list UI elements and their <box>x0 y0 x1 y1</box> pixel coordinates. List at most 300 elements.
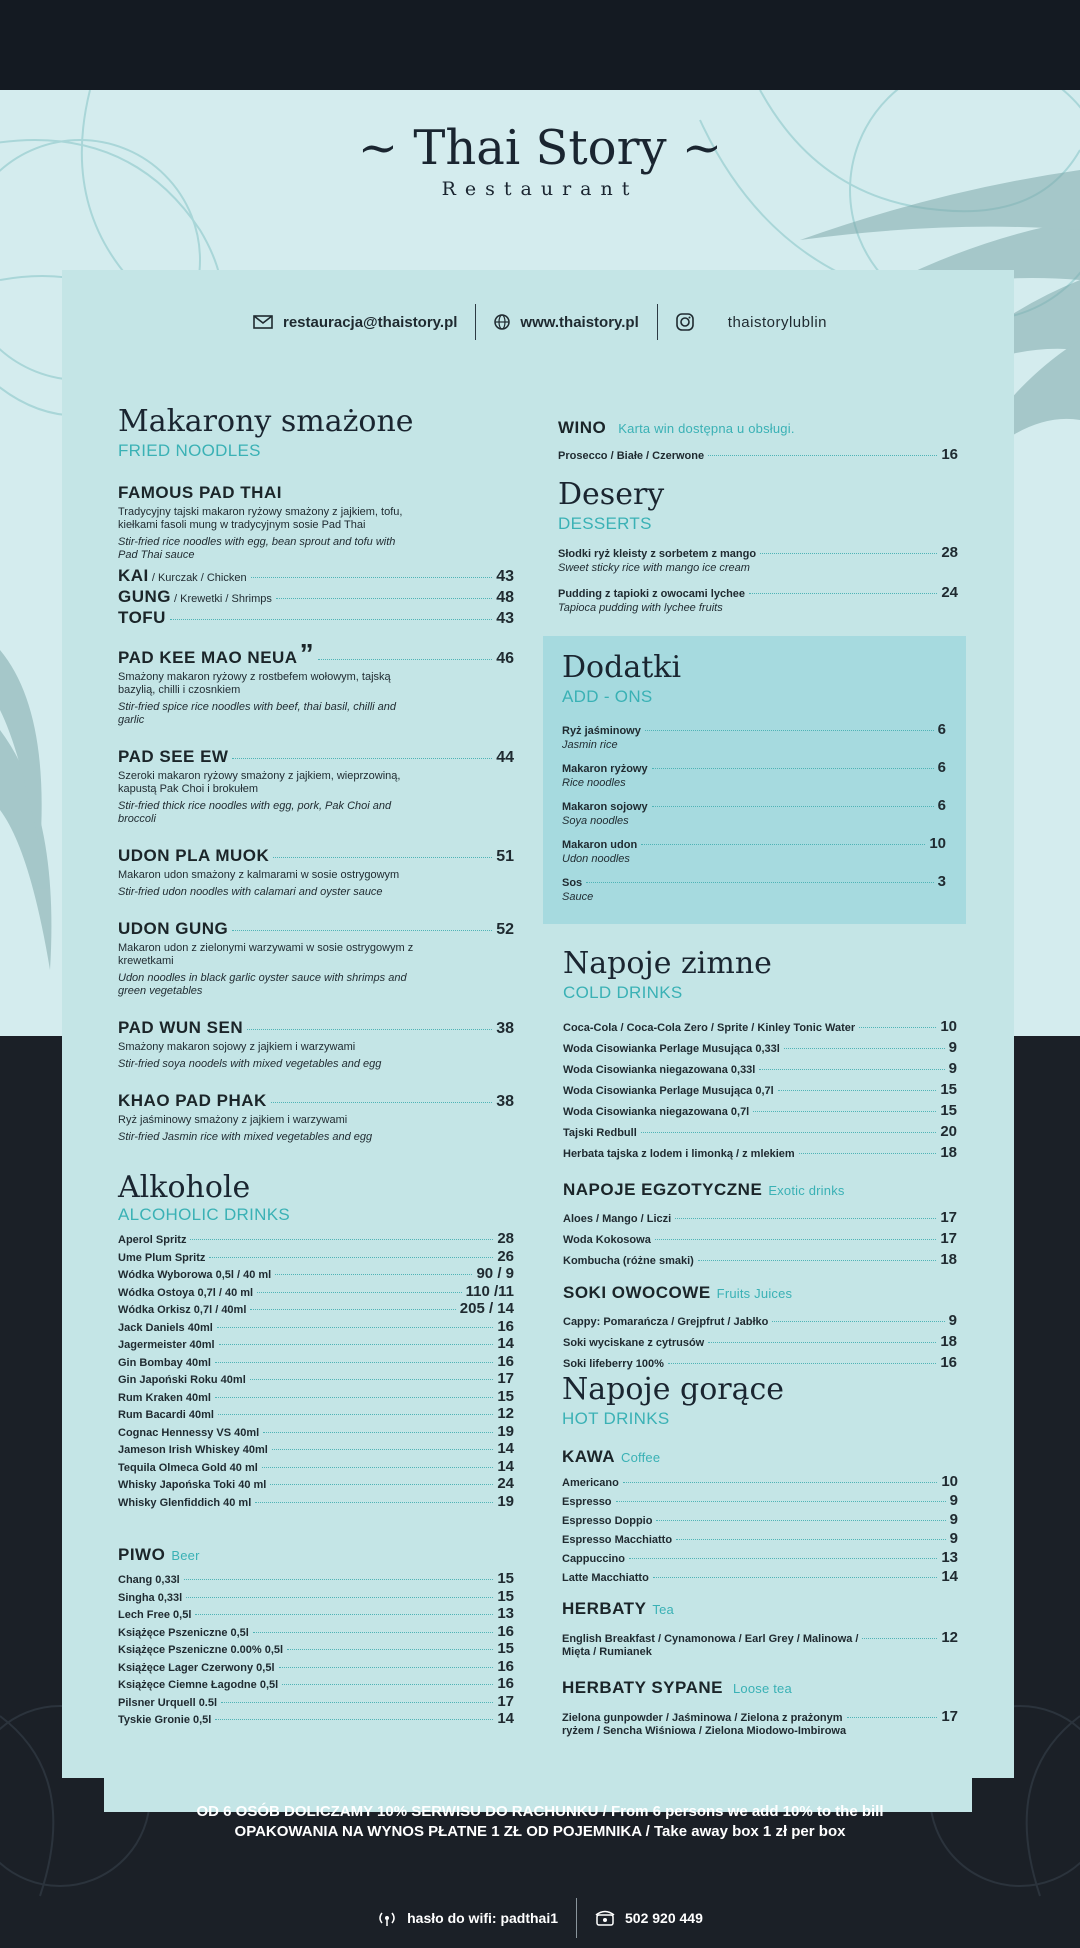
item-price: 16 <box>497 1622 514 1640</box>
dish-desc-en: Stir-fried soya noodels with mixed vegetables and egg <box>118 1058 382 1070</box>
addons-title-en: ADD - ONS <box>562 687 653 706</box>
variant-name: KAI <box>118 566 149 585</box>
addon-sub: Soya noodles <box>562 815 629 827</box>
dish-desc-pl: Szeroki makaron ryżowy smażony z jajkiem, wieprzowiną, kapustą Pak Choi i brokułem <box>118 770 401 795</box>
restaurant-name: ~ Thai Story ~ <box>357 120 723 176</box>
item-price: 10 <box>941 1473 958 1490</box>
footer-notes <box>0 1802 1080 1842</box>
item-price: 10 <box>929 835 946 852</box>
item-price: 9 <box>949 1511 958 1528</box>
leader-dots <box>641 1132 937 1133</box>
leader-dots <box>586 882 933 883</box>
wine-title <box>558 418 958 438</box>
restaurant-subtitle: Restaurant <box>441 178 639 200</box>
item-price: 24 <box>497 1475 514 1492</box>
exotic-list <box>563 1208 957 1271</box>
alcohol-row <box>118 1336 514 1354</box>
alcohol-title-en: ALCOHOLIC DRINKS <box>118 1205 291 1224</box>
coffee-row <box>562 1530 958 1549</box>
item-name: Makaron udon <box>562 839 638 851</box>
item-price: 90 / 9 <box>476 1265 514 1282</box>
dish-desc-en: Stir-fried udon noodles with calamari and oyster sauce <box>118 886 383 898</box>
dish-name: PAD KEE MAO NEUA” <box>118 638 315 669</box>
juice-row <box>563 1353 957 1374</box>
leader-dots <box>287 1649 493 1650</box>
item-name: Wódka Orkisz 0,7l / 40ml <box>118 1304 247 1316</box>
coffee-title <box>562 1447 958 1467</box>
dessert-row <box>558 544 958 561</box>
leader-dots <box>255 1502 493 1503</box>
leader-dots <box>708 1342 936 1343</box>
item-price: 17 <box>940 1209 957 1226</box>
cold-drink-row <box>563 1122 957 1143</box>
dish-header <box>118 747 514 767</box>
tea-row-line2: Mięta / Rumianek <box>562 1646 652 1658</box>
item-price: 12 <box>497 1405 514 1422</box>
leader-dots <box>272 1449 494 1450</box>
loose-tea-title <box>562 1678 958 1698</box>
beer-row <box>118 1606 514 1624</box>
variant-price: 43 <box>496 568 514 585</box>
variant-name: GUNG <box>118 587 171 606</box>
item-price: 6 <box>937 797 946 814</box>
item-price: 20 <box>940 1123 957 1140</box>
item-price: 9 <box>949 1492 958 1509</box>
item-price: 18 <box>940 1144 957 1161</box>
alcohol-row <box>118 1319 514 1337</box>
dessert-sub: Sweet sticky rice with mango ice cream <box>558 562 750 574</box>
item-price: 16 <box>497 1352 514 1370</box>
item-price: 17 <box>497 1692 514 1710</box>
instagram-text: thaistorylublin <box>727 313 827 331</box>
dessert-list <box>558 544 958 614</box>
juices-title-en: Fruits Juices <box>716 1286 793 1301</box>
item-price: 9 <box>949 1530 958 1547</box>
cold-list <box>563 1017 957 1164</box>
beer-row <box>118 1676 514 1694</box>
leader-dots <box>676 1539 946 1540</box>
globe-icon <box>494 314 510 330</box>
item-name: Woda Cisowianka niegazowana 0,7l <box>563 1106 750 1118</box>
loose-title-pl: HERBATY SYPANE <box>562 1678 723 1697</box>
dish-desc-pl: Smażony makaron ryżowy z rostbefem wołowym, tajską bazylią, chilli i czosnkiem <box>118 671 391 696</box>
dish-desc-pl: Makaron udon z zielonymi warzywami w sosie ostrygowym z krewetkami <box>118 942 414 967</box>
beer-title-pl: PIWO <box>118 1545 166 1564</box>
leader-dots <box>629 1558 937 1559</box>
addon-sub: Udon noodles <box>562 853 630 865</box>
footer-contact <box>0 1898 1080 1938</box>
item-name: Soki lifeberry 100% <box>563 1358 664 1370</box>
website-contact[interactable] <box>476 314 656 331</box>
noodles-title: Makarony smażone <box>118 404 414 439</box>
hot-drinks-section <box>562 1372 958 1737</box>
leader-dots <box>652 806 934 807</box>
item-name: Ryż jaśminowy <box>562 725 641 737</box>
beer-row <box>118 1711 514 1729</box>
item-price: 14 <box>941 1568 958 1585</box>
leader-dots <box>279 1667 494 1668</box>
leader-dots <box>616 1501 946 1502</box>
loose-row-price: 17 <box>941 1708 958 1725</box>
alcohol-row <box>118 1441 514 1459</box>
dish-name: UDON GUNG <box>118 919 229 938</box>
leader-dots <box>215 1362 493 1363</box>
noodles-title-en: FRIED NOODLES <box>118 441 261 460</box>
item-price: 14 <box>497 1710 514 1727</box>
leader-dots <box>799 1153 937 1154</box>
dish-header <box>118 919 514 939</box>
item-price: 6 <box>937 721 946 738</box>
tea-title-pl: HERBATY <box>562 1599 647 1618</box>
dish-header <box>118 638 514 669</box>
dish-name: FAMOUS PAD THAI <box>118 483 282 502</box>
loose-row-name: Zielona gunpowder / Jaśminowa / Zielona z prażonym <box>562 1712 843 1724</box>
item-price: 3 <box>937 873 946 890</box>
leader-dots <box>270 1484 493 1485</box>
beer-row <box>118 1641 514 1659</box>
alcohol-row <box>118 1249 514 1267</box>
item-name: Cognac Hennessy VS 40ml <box>118 1426 260 1439</box>
leader-dots <box>232 930 492 931</box>
alcohol-row <box>118 1389 514 1407</box>
leader-dots <box>282 1684 493 1685</box>
juices-title-pl: SOKI OWOCOWE <box>563 1283 711 1302</box>
alcohol-row <box>118 1494 514 1512</box>
coffee-row <box>562 1549 958 1568</box>
item-name: Americano <box>562 1477 619 1489</box>
item-price: 15 <box>497 1640 514 1657</box>
coffee-row <box>562 1473 958 1492</box>
item-name: Whisky Japońska Toki 40 ml <box>118 1479 267 1491</box>
exotic-drink-row <box>563 1250 957 1271</box>
coffee-title-pl: KAWA <box>562 1447 615 1466</box>
dish-desc-pl: Ryż jaśminowy smażony z jajkiem i warzywami <box>118 1114 348 1126</box>
contact-bar <box>200 300 880 344</box>
item-name: Espresso Doppio <box>562 1515 653 1527</box>
item-name: Makaron sojowy <box>562 801 648 813</box>
addon-item <box>562 759 946 789</box>
item-name: Espresso Macchiatto <box>562 1534 673 1546</box>
item-price: 9 <box>948 1060 957 1077</box>
beer-row <box>118 1624 514 1642</box>
wine-row <box>558 446 958 463</box>
leader-dots <box>760 553 937 554</box>
item-price: 15 <box>497 1570 514 1587</box>
top-bar <box>0 0 1080 90</box>
leader-dots <box>847 1717 938 1718</box>
alcohol-row <box>118 1354 514 1372</box>
tea-title-en: Tea <box>652 1602 674 1617</box>
dessert-item <box>558 584 958 614</box>
loose-tea-row <box>562 1708 958 1725</box>
addons-list <box>562 721 946 903</box>
email-contact[interactable] <box>235 314 475 331</box>
item-name: Słodki ryż kleisty z sorbetem z mango <box>558 548 757 560</box>
alcohol-row <box>118 1301 514 1319</box>
dessert-row <box>558 584 958 601</box>
item-name: Whisky Glenfiddich 40 ml <box>118 1496 252 1509</box>
item-price: 15 <box>940 1081 957 1098</box>
item-name: Sos <box>562 877 583 889</box>
leader-dots <box>656 1520 945 1521</box>
item-name: Pudding z tapioki z owocami lychee <box>558 588 746 600</box>
item-price: 14 <box>497 1457 514 1475</box>
leader-dots <box>215 1397 493 1398</box>
item-price: 17 <box>940 1230 957 1247</box>
beer-row <box>118 1571 514 1589</box>
coffee-row <box>562 1511 958 1530</box>
phone-text: 502 920 449 <box>625 1910 703 1926</box>
variant-sub: / Kurczak / Chicken <box>148 572 247 584</box>
dessert-item <box>558 544 958 574</box>
dish-name: KHAO PAD PHAK <box>118 1091 267 1110</box>
item-name: Gin Japoński Roku 40ml <box>118 1374 246 1386</box>
beer-row <box>118 1659 514 1677</box>
item-price: 24 <box>941 584 958 601</box>
beer-title-en: Beer <box>171 1548 200 1563</box>
cold-drink-row <box>563 1143 957 1164</box>
dish-price: 46 <box>496 650 514 667</box>
item-name: Jagermeister 40ml <box>118 1339 215 1351</box>
alcohol-row <box>118 1371 514 1389</box>
dish-name: UDON PLA MUOK <box>118 846 270 865</box>
item-name: Cappuccino <box>562 1553 625 1565</box>
noodle-dishes <box>118 638 514 1144</box>
item-price: 6 <box>937 759 946 776</box>
tea-row <box>562 1629 958 1646</box>
leader-dots <box>209 1257 493 1258</box>
desserts-title: Desery <box>558 477 665 512</box>
item-price: 15 <box>940 1102 957 1119</box>
addon-item <box>562 873 946 903</box>
dish-name: PAD WUN SEN <box>118 1018 244 1037</box>
wifi-info <box>359 1910 576 1926</box>
hot-title-en: HOT DRINKS <box>562 1409 670 1428</box>
leader-dots <box>250 1309 455 1310</box>
dish-header <box>118 846 514 866</box>
item-price: 17 <box>497 1370 514 1387</box>
dish-desc-en: Stir-fried rice noodles with egg, bean sprout and tofu with Pad Thai sauce <box>118 536 396 561</box>
item-price: 9 <box>948 1312 957 1329</box>
alcohol-row <box>118 1424 514 1442</box>
item-name: Wódka Ostoya 0,7l / 40 ml <box>118 1286 254 1299</box>
tea-row-name: English Breakfast / Cynamonowa / Earl Grey / Malinowa / <box>562 1633 859 1645</box>
leader-dots <box>275 1274 472 1275</box>
noodle-dish <box>118 747 514 826</box>
instagram-contact[interactable] <box>658 313 845 331</box>
item-price: 13 <box>941 1549 958 1566</box>
addon-row <box>562 873 946 890</box>
leader-dots <box>251 577 493 578</box>
item-name: Woda Cisowianka Perlage Musująca 0,33l <box>563 1043 780 1055</box>
addons-section <box>562 650 946 903</box>
variant-label <box>118 566 247 586</box>
dish-desc-en: Stir-fried Jasmin rice with mixed vegetables and egg <box>118 1131 373 1143</box>
right-column <box>558 418 958 614</box>
dish-desc-en: Udon noodles in black garlic oyster sauce with shrimps and green vegetables <box>118 972 407 997</box>
item-price: 9 <box>948 1039 957 1056</box>
item-price: 28 <box>941 544 958 561</box>
addon-sub: Sauce <box>562 891 594 903</box>
leader-dots <box>263 1432 493 1433</box>
item-name: Woda Cisowianka niegazowana 0,33l <box>563 1064 756 1076</box>
item-price: 26 <box>497 1247 514 1265</box>
alcohol-list <box>118 1231 514 1511</box>
dish-header <box>118 1018 514 1038</box>
pad-thai-variant <box>118 566 514 586</box>
dish-price: 38 <box>496 1020 514 1037</box>
item-name: Gin Bombay 40ml <box>118 1356 211 1369</box>
takeaway-note: OPAKOWANIA NA WYNOS PŁATNE 1 ZŁ OD POJEMNIKA / Take away box 1 zł per box <box>234 1823 846 1840</box>
desserts-section <box>558 477 958 614</box>
item-name: Rum Kraken 40ml <box>118 1391 211 1404</box>
leader-dots <box>623 1482 937 1483</box>
beer-section <box>118 1545 514 1729</box>
leader-dots <box>184 1579 494 1580</box>
noodle-dish <box>118 919 514 998</box>
item-name: Książęce Pszeniczne 0.00% 0,5l <box>118 1644 284 1656</box>
item-name: Latte Macchiatto <box>562 1572 649 1584</box>
item-price: 16 <box>497 1317 514 1335</box>
item-name: Pilsner Urquell 0.5l <box>118 1696 218 1709</box>
envelope-icon <box>253 315 273 329</box>
item-price: 15 <box>497 1387 514 1405</box>
item-name: Tequila Olmeca Gold 40 ml <box>118 1461 258 1474</box>
coffee-row <box>562 1568 958 1587</box>
alcohol-row <box>118 1231 514 1249</box>
item-name: Aloes / Mango / Liczi <box>563 1213 672 1225</box>
addon-row <box>562 721 946 738</box>
item-name: Woda Kokosowa <box>563 1234 651 1246</box>
wine-note: Karta win dostępna u obsługi. <box>618 421 795 436</box>
leader-dots <box>215 1719 493 1720</box>
leader-dots <box>221 1702 493 1703</box>
famous-pad-thai <box>118 483 514 628</box>
variant-label <box>118 608 166 628</box>
item-price: 15 <box>497 1587 514 1605</box>
item-name: Książęce Ciemne Łagodne 0,5l <box>118 1679 279 1691</box>
beer-row <box>118 1694 514 1712</box>
item-name: Aperol Spritz <box>118 1234 187 1246</box>
item-name: Tajski Redbull <box>563 1127 637 1139</box>
alcohol-row <box>118 1459 514 1477</box>
item-price: 28 <box>497 1230 514 1247</box>
juice-row <box>563 1311 957 1332</box>
service-note: OD 6 OSÓB DOLICZAMY 10% SERWISU DO RACHUNKU / From 6 persons we add 10% to the bill <box>196 1803 884 1820</box>
item-name: Jameson Irish Whiskey 40ml <box>118 1444 268 1456</box>
addon-sub: Jasmin rice <box>562 739 618 751</box>
addon-row <box>562 797 946 814</box>
leader-dots <box>195 1614 493 1615</box>
leader-dots <box>186 1597 493 1598</box>
item-price: 14 <box>497 1335 514 1352</box>
item-price: 13 <box>497 1605 514 1622</box>
cold-drink-row <box>563 1059 957 1080</box>
alcohol-row <box>118 1406 514 1424</box>
leader-dots <box>271 1102 492 1103</box>
noodle-dish <box>118 1091 514 1144</box>
dish-header <box>118 1091 514 1111</box>
dish-desc-pl: Smażony makaron sojowy z jajkiem i warzywami <box>118 1041 356 1053</box>
tea-title <box>562 1599 958 1619</box>
item-name: Soki wyciskane z cytrusów <box>563 1337 705 1349</box>
leader-dots <box>247 1029 492 1030</box>
item-price: 205 / 14 <box>459 1300 514 1317</box>
dish-price: 52 <box>496 921 514 938</box>
leader-dots <box>257 1292 461 1293</box>
leader-dots <box>217 1327 494 1328</box>
dish-mark: ” <box>299 638 315 669</box>
wine-row-price: 16 <box>941 446 958 463</box>
beer-title <box>118 1545 514 1565</box>
leader-dots <box>218 1414 493 1415</box>
wifi-icon <box>377 1910 397 1926</box>
leader-dots <box>170 619 492 620</box>
leader-dots <box>652 768 934 769</box>
variant-price: 48 <box>496 589 514 606</box>
item-name: Lech Free 0,5l <box>118 1609 192 1621</box>
leader-dots <box>262 1467 494 1468</box>
item-name: Coca-Cola / Coca-Cola Zero / Sprite / Kinley Tonic Water <box>563 1022 856 1034</box>
noodle-dish <box>118 846 514 899</box>
leader-dots <box>668 1363 936 1364</box>
restaurant-header <box>0 120 1080 200</box>
leader-dots <box>772 1321 944 1322</box>
variant-sub: / Krewetki / Shrimps <box>171 593 272 605</box>
leader-dots <box>862 1638 937 1639</box>
loose-tea-line2: ryżem / Sencha Wiśniowa / Zielona Miodowo-Imbirowa <box>562 1725 847 1737</box>
wine-title-pl: WINO <box>558 418 607 437</box>
leader-dots <box>778 1090 937 1091</box>
item-price: 14 <box>497 1440 514 1457</box>
leader-dots <box>641 844 925 845</box>
phone-info[interactable] <box>577 1910 721 1926</box>
pad-thai-variant <box>118 587 514 607</box>
leader-dots <box>273 857 492 858</box>
exotic-title-pl: NAPOJE EGZOTYCZNE <box>563 1180 763 1199</box>
leader-dots <box>753 1111 936 1112</box>
item-name: Książęce Pszeniczne 0,5l <box>118 1626 249 1639</box>
wine-row-name: Prosecco / Białe / Czerwone <box>558 450 705 462</box>
item-name: Kombucha (różne smaki) <box>563 1255 694 1267</box>
left-column <box>118 404 514 1729</box>
dish-desc-en: Stir-fried spice rice noodles with beef, thai basil, chilli and garlic <box>118 701 396 726</box>
leader-dots <box>190 1239 493 1240</box>
variant-label <box>118 587 272 607</box>
variant-name: TOFU <box>118 608 166 627</box>
leader-dots <box>276 598 492 599</box>
item-price: 18 <box>940 1333 957 1350</box>
leader-dots <box>219 1344 494 1345</box>
item-name: Rum Bacardi 40ml <box>118 1409 214 1421</box>
website-text: www.thaistory.pl <box>520 313 639 331</box>
item-price: 19 <box>497 1422 514 1440</box>
cold-drink-row <box>563 1017 957 1038</box>
item-name: Książęce Lager Czerwony 0,5l <box>118 1661 275 1674</box>
item-name: Chang 0,33l <box>118 1574 180 1586</box>
noodle-dish <box>118 638 514 727</box>
cold-drink-row <box>563 1101 957 1122</box>
pad-thai-variants <box>118 566 514 628</box>
leader-dots <box>759 1069 944 1070</box>
leader-dots <box>698 1260 937 1261</box>
item-price: 16 <box>497 1675 514 1692</box>
email-text: restauracja@thaistory.pl <box>283 313 458 331</box>
juice-row <box>563 1332 957 1353</box>
item-name: Singha 0,33l <box>118 1591 183 1604</box>
addon-row <box>562 835 946 852</box>
item-name: Wódka Wyborowa 0,5l / 40 ml <box>118 1269 272 1281</box>
